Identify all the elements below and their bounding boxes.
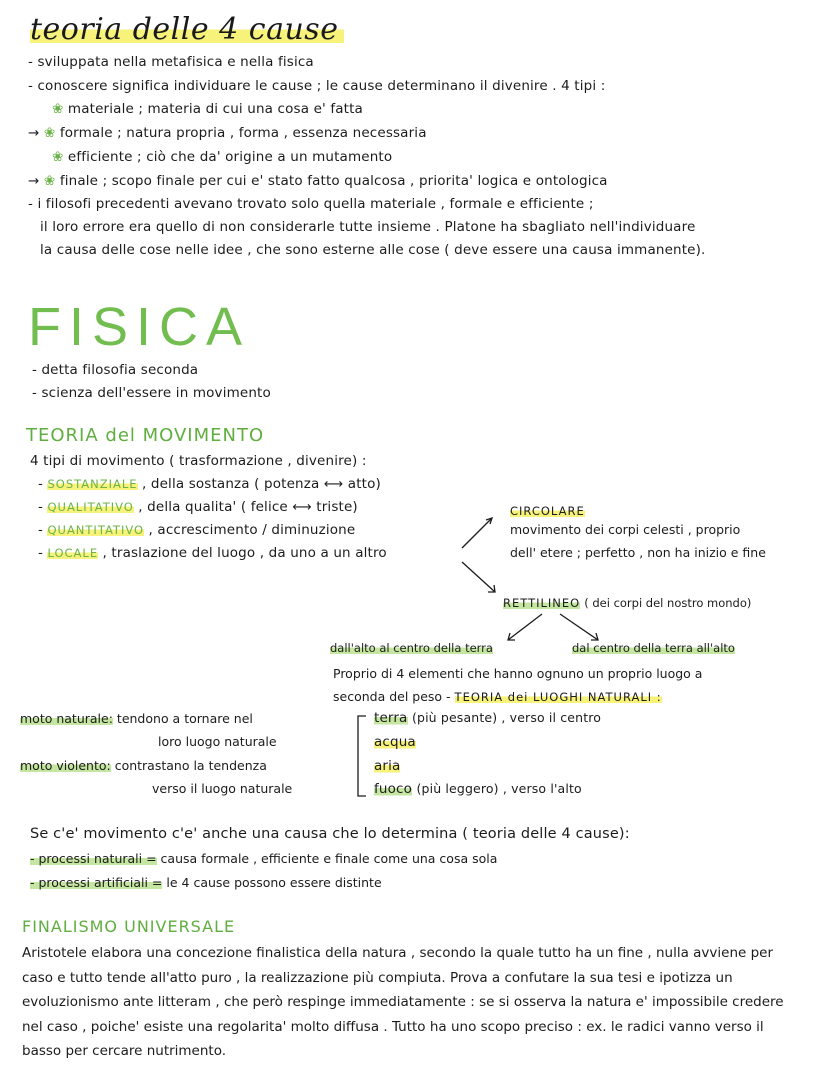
causa-line: Se c'e' movimento c'e' anche una causa che lo determina ( teoria delle 4 cause): [30,826,630,842]
cause-materiale: ❀ materiale ; materia di cui una cosa e' fatta [52,101,363,117]
cause-line-filosofi: - i filosofi precedenti avevano trovato solo quella materiale , formale e efficiente ; [28,196,594,212]
circolare-title: CIRCOLARE [510,504,585,518]
flower-icon: ❀ [43,173,56,189]
elemento-terra: terra (più pesante) , verso il centro [374,710,602,726]
movimento-intro: 4 tipi di movimento ( trasformazione , divenire) : [30,453,367,469]
cause-efficiente: ❀ efficiente ; ciò che da' origine a un mutamento [52,149,393,165]
flower-icon: ❀ [52,149,64,165]
arrow-icon: → [28,125,40,141]
arrow-to-circolare [462,518,492,548]
circolare-line-2: dell' etere ; perfetto , non ha inizio e fine [510,545,766,560]
elementi-bracket [358,716,366,796]
elemento-fuoco: fuoco (più leggero) , verso l'alto [374,781,582,797]
finalismo-paragraph: Aristotele elabora una concezione finalistica della natura , secondo la quale tutto ha un fine , nulla avviene per caso e tutto tende all'atto puro , la realizzazione più compiuta. Prova a confutare la sua tesi e ipotizza un evoluzionismo ante litteram , che però respinge immediatamente : se si osserva la natura e' impossibile credere nel caso , poiche' esiste una regolarita' molto diffusa . Tutto ha uno scopo preciso : ex. le radici vanno verso il basso per cercare nutrimento. [22,945,784,1059]
flower-icon: ❀ [52,101,64,117]
moto-naturale-line-2: loro luogo naturale [158,734,277,749]
processi-naturali: - processi naturali = causa formale , efficiente e finale come una cosa sola [30,851,498,866]
movimento-type-quantitativo: - QUANTITATIVO , accrescimento / diminuzione [38,522,356,538]
section-title-finalismo: FINALISMO UNIVERSALE [22,917,236,936]
movimento-type-locale: - LOCALE , traslazione del luogo , da uno a un altro [38,545,387,561]
section-title-fisica: FISICA [28,297,251,357]
cause-formale: → ❀ formale ; natura propria , forma , essenza necessaria [28,125,427,141]
arrow-down-right [560,614,598,640]
circolare-line-1: movimento dei corpi celesti , proprio [510,522,741,537]
arrow-down-left [508,614,542,640]
processi-artificiali: - processi artificiali = le 4 cause possono essere distinte [30,875,382,890]
arrow-to-rettilineo [462,562,495,592]
flower-icon: ❀ [43,125,56,141]
moto-violento-line-2: verso il luogo naturale [152,781,293,796]
movimento-type-sostanziale: - SOSTANZIALE , della sostanza ( potenza ⟷ atto) [38,476,381,492]
rettilineo-up: dal centro della terra all'alto [572,641,735,655]
cause-line-2: - conoscere significa individuare le cause ; le cause determinano il divenire . 4 tipi : [28,78,606,94]
fisica-line-1: - detta filosofia seconda [32,362,199,378]
elemento-acqua: acqua [374,734,416,750]
cause-finale: → ❀ finale ; scopo finale per cui e' stato fatto qualcosa , priorita' logica e ontologica [28,173,608,189]
elemento-aria: aria [374,758,401,774]
page-title: teoria delle 4 cause [30,12,344,47]
movimento-type-qualitativo: - QUALITATIVO , della qualita' ( felice ⟷ triste) [38,499,358,515]
section-title-movimento: TEORIA del MOVIMENTO [26,425,265,446]
rettilineo-down: dall'alto al centro della terra [330,641,493,655]
arrow-icon: → [28,173,40,189]
moto-naturale: moto naturale: tendono a tornare nel [20,711,253,726]
rettilineo-prop-2: seconda del peso - TEORIA dei LUOGHI NATURALI : [333,689,662,704]
cause-line-1: - sviluppata nella metafisica e nella fisica [28,54,314,70]
cause-line-errore: il loro errore era quello di non considerarle tutte insieme . Platone ha sbagliato nell'individuare [40,219,696,235]
fisica-line-2: - scienza dell'essere in movimento [32,385,271,401]
rettilineo-prop-1: Proprio di 4 elementi che hanno ognuno un proprio luogo a [333,666,703,681]
rettilineo-title: RETTILINEO ( dei corpi del nostro mondo) [503,596,752,610]
cause-line-platone: la causa delle cose nelle idee , che sono esterne alle cose ( deve essere una causa immanente). [40,242,706,258]
moto-violento: moto violento: contrastano la tendenza [20,758,267,773]
